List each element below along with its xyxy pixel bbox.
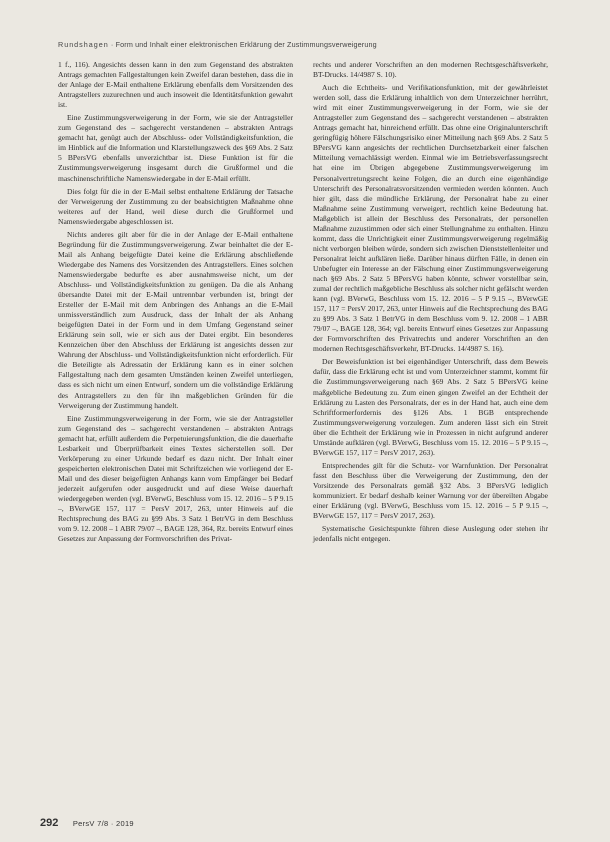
left-paragraph: Eine Zustimmungsverweigerung in der Form, wie sie der Antragsteller zum Gegenstand des – sachgerecht verstandenen – abstrakten Antrags gemacht hat, genügt auch der Abschluss- oder Vollständigkeitsfunktion, die im Hinblick auf die Information und Klarstellungszweck des §69 Abs. 2 Satz 5 BPersVG ebenfalls unverzichtbar ist. Diese Funktion ist für die Zustimmungsverweigerung insgesamt durch die Grußformel und die maschinenschriftliche Namenswiedergabe in der E-Mail erfüllt. [58, 113, 293, 183]
page-footer [40, 813, 280, 831]
right-column [313, 60, 548, 544]
left-column [58, 60, 293, 544]
right-paragraph: Systematische Gesichtspunkte führen diese Auslegung oder stehen ihr jedenfalls nicht entgegen. [313, 524, 548, 544]
left-paragraph: Eine Zustimmungsverweigerung in der Form, wie sie der Antragsteller zum Gegenstand des – sachgerecht verstandenen – abstrakten Antrags gemacht hat, erfüllt außerdem die Perpetuierungsfunktion, die die dauerhafte Lesbarkeit und Überprüfbarkeit eines Textes sicherstellen soll. Der Verkörperung zu einer Urkunde bedarf es dazu nicht. Der Inhalt einer gespeicherten elektronischen Datei mit Schriftzeichen wie vorliegend der E-Mail und des dieser beigefügten Anhangs kann vom Empfänger bei Bedarf jederzeit aufgerufen oder ausgedruckt und auf diese Weise dauerhaft wiedergegeben werden (vgl. BVerwG, Beschluss vom 15. 12. 2016 – 5 P 9.15 –, BVerwGE 157, 117 = PersV 2017, 263, unter Hinweis auf die Rechtsprechung des BAG zu §99 Abs. 3 Satz 1 BetrVG in dem Beschluss vom 9. 12. 2008 – 1 ABR 79/07 –, BAGE 128, 364, Rz. bereits Entwurf eines Gesetzes zur Anpassung der Formvorschriften des Privat- [58, 413, 293, 544]
header-author: Rundshagen [58, 40, 109, 49]
journal-issue: PersV 7/8 · 2019 [72, 819, 134, 828]
right-paragraph: Entsprechendes gilt für die Schutz- vor Warnfunktion. Der Personalrat fasst den Beschluss über die Verweigerung der Zustimmung, den der Vorsitzende des Personalrats gemäß §32 Abs. 3 BPersVG lediglich kommuniziert. Er bedarf deshalb keiner Warnung vor der übereilten Abgabe einer Erklärung (vgl. BVerwG, Beschluss vom 15. 12. 2016 – 5 P 9.15 –, BVerwGE 157, 117 = PersV 2017, 263). [313, 460, 548, 521]
left-paragraph: Dies folgt für die in der E-Mail selbst enthaltene Erklärung der Tatsache der Verweigerung der Zustimmung zu der beabsichtigten Maßnahme ohne weiteres auf der Hand, weil diese durch die Grußformel und Namenswiedergabe abgeschlossen ist. [58, 186, 293, 226]
right-paragraph: rechts und anderer Vorschriften an den modernen Rechtsgeschäftsverkehr, BT-Drucks. 14/4987 S. 10). [313, 60, 548, 80]
right-paragraph: Der Beweisfunktion ist bei eigenhändiger Unterschrift, dass dem Beweis dafür, dass die Erklärung echt ist und vom Unterzeichner stammt, kommt für die Zustimmungsverweigerung nach §69 Abs. 2 Satz 5 BPersVG keine maßgebliche Bedeutung zu. Zum einen gingen Zweifel an der Echtheit der Erklärung zu Lasten des Personalrats, der es in der Hand hat, auch eine dem Schriftformerfordernis des §126 Abs. 1 BGB entsprechende Zustimmungsverweigerung vorzulegen. Zum anderen lässt sich ein Streit über die Echtheit der Erklärung wie in Prozessen in nicht aufgrund anderer Umstände aufklären (vgl. BVerwG, Beschluss vom 15. 12. 2016 – 5 P 9.15 –, BVerwGE 157, 117 = PersV 2017, 263). [313, 357, 548, 457]
left-paragraph: Nichts anderes gilt aber für die in der Anlage der E-Mail enthaltene Begründung für die Zustimmungsverweigerung. Zwar beinhaltet die der E-Mail als Anhang beigefügte Datei keine die Erklärung abschließende Wiedergabe des Namens des Vorsitzenden des Antragstellers. Eines solchen Namenswiedergabe bedurfte es aber ausnahmsweise nicht, um der Abschluss- und Vollständigkeitsfunktion zu genügen. Da die als Anhang übersandte Datei mit der E-Mail untrennbar verbunden ist, bringt der Ersteller der E-Mail mit dem Anbringen des Anhangs an die E-Mail unmissverständlich zum Ausdruck, dass der Inhalt der als Anhang beigefügten Datei in der Form und in dem Umfang Gegenstand seiner Erklärung sein soll, wie er sich aus der Datei ergibt. Ein besonderes Kennzeichen über den Abschluss der Erklärung ist angesichts dessen zur Wahrung der Abschluss- und Vollständigkeitsfunktion nicht erforderlich. Für die Beteiligte als Adressatin der Erklärung kann es in einer solchen Fallgestaltung nach dem gesamten Umständen keinen Zweifel unterliegen, dass es sich nicht um einen Entwurf, sondern um die vollständige Erklärung des Antragstellers zu den für ihn maßgeblichen Gründen für die Verweigerung der Zustimmung handelt. [58, 229, 293, 410]
header-title: · Form und Inhalt einer elektronischen Erklärung der Zustimmungsverweigerung [110, 40, 377, 49]
page-number: 292 [40, 817, 59, 829]
right-paragraph: Auch die Echtheits- und Verifikationsfunktion, mit der gewährleistet werden soll, dass die Erklärung inhaltlich von dem Unterzeichner herrührt, wird mit einer Zustimmungsverweigerung in der Form, wie sie der Antragsteller zum Gegenstand des – sachgerecht verstandenen – abstrakten Antrags gemacht hat, hinreichend erfüllt. Das ohne eine Originalunterschrift geringfügig höhere Fälschungsrisiko einer Mitteilung nach §69 Abs. 2 Satz 5 BPersVG kann angesichts der rechtlichen Durchsetzbarkeit einer falschen Mitteilung vernachlässigt werden. Einmal wie im Betriebsverfassungsrecht hat eine im Übrigen abgegebene Zustimmungsverweigerung im Personalvertretungsrecht keine Folgen, die an durch eine eigenhändige Unterschrift des Personalratsvorsitzenden vermieden werden könnten. Auch hier gilt, dass die mündliche Erklärung, der Personalrat habe zu einer Maßnahme seine Zustimmung verweigert, rechtlich keine Bedeutung hat. Maßgeblich ist allein der Beschluss des Personalrats, der personellen Maßnahme zuzustimmen oder sich einer Stellungnahme zu enthalten. Hinzu kommt, dass die Unrichtigkeit einer Zustimmungsverweigerung regelmäßig nicht verborgen bleiben würde, sondern sich zwischen Dienststellenleiter und Personalrat leicht aufklären ließe. Darüber hinaus dürften Fälle, in denen ein Unbefugter ein Interesse an der Fälschung einer Zustimmungsverweigerung nach §69 Abs. 2 Satz 5 BPersVG haben könnte, schwer vorstellbar sein, zumal der rechtlich maßgebliche Beschluss als solcher nicht gefälscht werden kann (vgl. BVerwG, Beschluss vom 15. 12. 2016 – 5 P 9.15 –, BVerwGE 157, 117 = PersV 2017, 263, unter Hinweis auf die Rechtsprechung des BAG zu §99 Abs. 3 Satz 1 BetrVG in dem Beschluss vom 9. 12. 2008 – 1 ABR 79/07 –, BAGE 128, 364; vgl. bereits Entwurf eines Gesetzes zur Anpassung der Formvorschriften des Privatrechts und anderer Vorschriften an den modernen Rechtsgeschäftsverkehr, BT-Drucks. 14/4987 S. 16). [313, 83, 548, 354]
left-paragraph: 1 f., 116). Angesichts dessen kann in den zum Gegenstand des abstrakten Antrags gemachten Fallgestaltungen kein Zweifel daran bestehen, dass die in der Anlage der E-Mail enthaltene Erklärung ebenfalls dem Vorsitzenden des Antragstellers zuzurechnen und auch insoweit die Identitätsfunktion gewahrt ist. [58, 60, 293, 110]
running-header [58, 40, 578, 49]
